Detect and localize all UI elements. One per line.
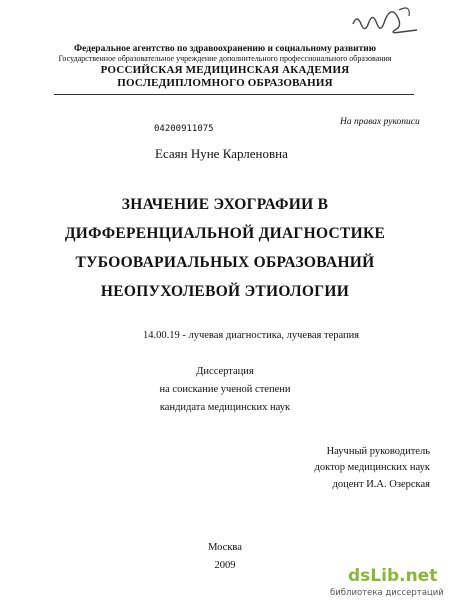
specialty-code: 14.00.19 - лучевая диагностика, лучевая терапия — [143, 330, 360, 341]
author-name: Есаян Нуне Карленовна — [155, 146, 288, 161]
dissertation-line: кандидата медицинских наук — [159, 402, 291, 413]
city: Москва — [208, 542, 242, 553]
agency-name: Федеральное агентство по здравоохранению и социальному развитию — [74, 44, 376, 54]
title-line: ДИФФЕРЕНЦИАЛЬНОЙ ДИАГНОСТИКЕ — [64, 225, 386, 242]
dissertation-line: на соискание ученой степени — [159, 384, 291, 395]
manuscript-rights-note: На правах рукописи — [340, 117, 420, 127]
academy-name-line-2: ПОСЛЕДИПЛОМНОГО ОБРАЗОВАНИЯ — [117, 77, 333, 89]
document-code: 04200911075 — [154, 124, 214, 134]
year: 2009 — [214, 560, 236, 571]
dissertation-line: Диссертация — [196, 366, 254, 377]
supervisor-line: доцент И.А. Озерская — [332, 479, 430, 490]
institution-full-name: Государственное образовательное учреждение дополнительного профессионального образования — [58, 54, 392, 63]
title-line: НЕОПУХОЛЕВОЙ ЭТИОЛОГИИ — [100, 283, 350, 300]
watermark-subtitle: библиотека диссертаций — [330, 588, 444, 598]
header-divider — [54, 94, 414, 95]
title-line: ТУБООВАРИАЛЬНЫХ ОБРАЗОВАНИЙ — [75, 254, 375, 271]
supervisor-line: Научный руководитель — [326, 446, 430, 457]
supervisor-line: доктор медицинских наук — [314, 462, 430, 473]
handwritten-signature — [345, 4, 425, 38]
academy-name-line-1: РОССИЙСКАЯ МЕДИЦИНСКАЯ АКАДЕМИЯ — [100, 64, 350, 76]
watermark-site: dsLib.net — [348, 566, 438, 586]
title-line: ЗНАЧЕНИЕ ЭХОГРАФИИ В — [121, 196, 329, 213]
